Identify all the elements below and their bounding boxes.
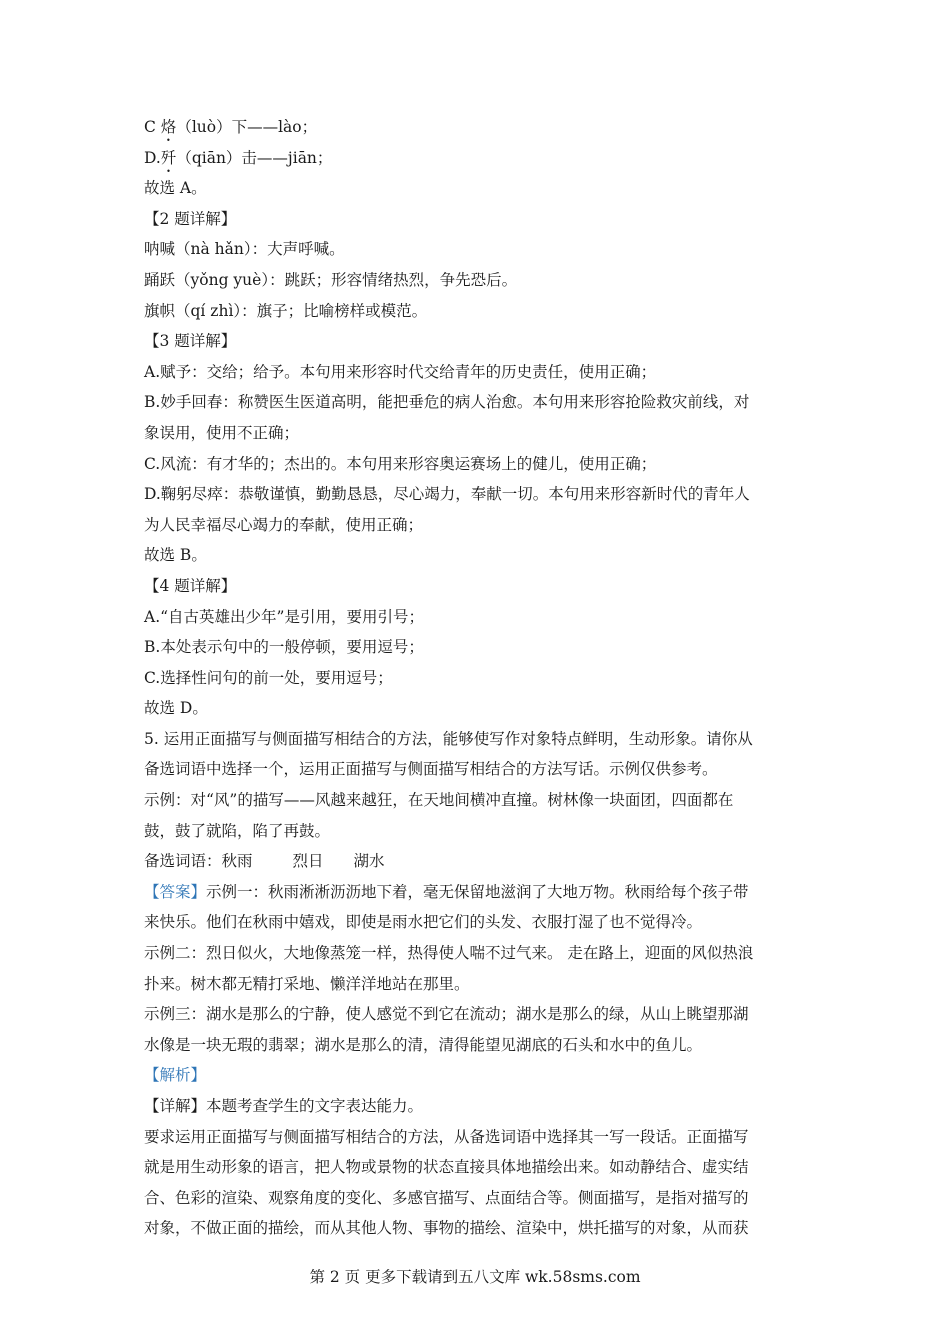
answer-line: 故选 A。 bbox=[144, 179, 207, 198]
option-c-line: C 烙（luò）下——lào； bbox=[144, 118, 318, 136]
text-line: A.赋予：交给；给予。本句用来形容时代交给青年的历史责任，使用正确； bbox=[144, 362, 657, 381]
page-footer: 第 2 页 更多下载请到五八文库 wk.58sms.com bbox=[309, 1268, 641, 1286]
section-heading: 【2 题详解】 bbox=[144, 209, 237, 228]
text-line: C.风流：有才华的；杰出的。本句用来形容奥运赛场上的健儿，使用正确； bbox=[144, 454, 657, 473]
answer-tag: 【答案】 bbox=[144, 882, 207, 901]
text-line: 要求运用正面描写与侧面描写相结合的方法，从备选词语中选择其一写一段话。正面描写 bbox=[144, 1127, 749, 1146]
text-line: A.“自古英雄出少年”是引用，要用引号； bbox=[144, 607, 424, 626]
text-line: 就是用生动形象的语言，把人物或景物的状态直接具体地描绘出来。如动静结合、虚实结 bbox=[144, 1158, 749, 1177]
word-option: 秋雨 bbox=[221, 852, 253, 871]
text-line: B.妙手回春：称赞医生医道高明，能把垂危的病人治愈。本句用来形容抢险救灾前线，对 bbox=[144, 393, 750, 412]
text-line: 旗帜（qí zhì）：旗子；比喻榜样或模范。 bbox=[144, 301, 428, 320]
answer-line: 故选 D。 bbox=[144, 699, 208, 718]
text-line: 示例三：湖水是那么的宁静，使人感觉不到它在流动；湖水是那么的绿，从山上眺望那湖 bbox=[144, 1005, 749, 1024]
word-option: 烈日 bbox=[292, 852, 324, 871]
word-option: 湖水 bbox=[353, 852, 385, 871]
text-line: 踊跃（yǒng yuè）：跳跃；形容情绪热烈，争先恐后。 bbox=[144, 270, 518, 289]
word-options-line: 备选词语：秋雨 烈日 湖水 bbox=[144, 852, 385, 871]
text-line: 来快乐。他们在秋雨中嬉戏，即使是雨水把它们的头发、衣服打湿了也不觉得冷。 bbox=[144, 913, 703, 932]
emphasized-char: 歼 bbox=[160, 148, 177, 167]
text-line: 象误用，使用不正确； bbox=[144, 423, 300, 442]
text-line: B.本处表示句中的一般停顿，要用逗号； bbox=[144, 638, 424, 657]
text-line: C.选择性问句的前一处，要用逗号； bbox=[144, 668, 393, 687]
text-line: 对象，不做正面的描绘，而从其他人物、事物的描绘、渲染中，烘托描写的对象，从而获 bbox=[144, 1219, 749, 1238]
section-heading: 【4 题详解】 bbox=[144, 576, 237, 595]
option-d-line: D.歼（qiān）击——jiān； bbox=[144, 148, 333, 167]
answer-line: 故选 B。 bbox=[144, 546, 207, 565]
text-line: 为人民幸福尽心竭力的奉献，使用正确； bbox=[144, 515, 424, 534]
section-heading: 【3 题详解】 bbox=[144, 332, 237, 351]
example-line: 示例：对“风”的描写——风越来越狂，在天地间横冲直撞。树林像一块面团，四面都在 bbox=[144, 791, 734, 810]
question-line: 备选词语中选择一个，运用正面描写与侧面描写相结合的方法写话。示例仅供参考。 bbox=[144, 760, 718, 779]
text-line: 合、色彩的渲染、观察角度的变化、多感官描写、点面结合等。侧面描写，是指对描写的 bbox=[144, 1188, 749, 1207]
text-line: D.鞠躬尽瘁：恭敬谨慎，勤勤恳恳，尽心竭力，奉献一切。本句用来形容新时代的青年人 bbox=[144, 485, 750, 504]
question-line: 5. 运用正面描写与侧面描写相结合的方法，能够使写作对象特点鲜明，生动形象。请你从 bbox=[144, 729, 753, 748]
text-line: 水像是一块无瑕的翡翠；湖水是那么的清，清得能望见湖底的石头和水中的鱼儿。 bbox=[144, 1035, 703, 1054]
example-line: 鼓，鼓了就陷，陷了再鼓。 bbox=[144, 821, 331, 840]
document-body bbox=[144, 112, 812, 1244]
emphasized-char: 烙 bbox=[160, 118, 177, 136]
analysis-tag: 【解析】 bbox=[144, 1066, 207, 1085]
text-line: 示例二：烈日似火，大地像蒸笼一样，热得使人喘不过气来。 走在路上，迎面的风似热浪 bbox=[144, 944, 754, 963]
text-line: 【详解】本题考查学生的文字表达能力。 bbox=[144, 1097, 424, 1115]
text-line: 扑来。树木都无精打采地、懒洋洋地站在那里。 bbox=[144, 974, 470, 993]
text-line: 呐喊（nà hǎn）：大声呼喊。 bbox=[144, 240, 345, 259]
answer-block-line: 【答案】示例一：秋雨淅淅沥沥地下着，毫无保留地滋润了大地万物。秋雨给每个孩子带 bbox=[144, 882, 749, 901]
